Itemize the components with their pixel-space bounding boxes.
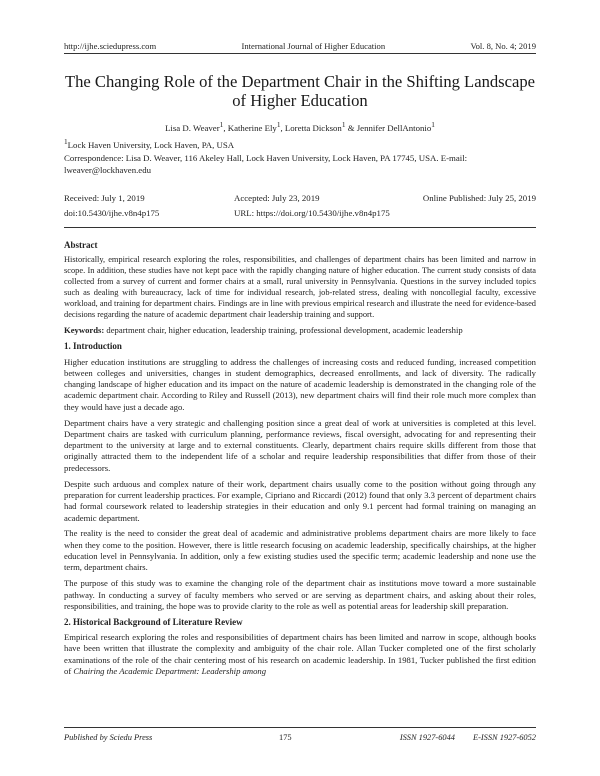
author: Katherine Ely$^1$, — [227, 120, 285, 133]
received-date: Received: July 1, 2019 — [64, 193, 145, 203]
footer-rule — [64, 727, 536, 728]
publication-dates — [64, 193, 536, 223]
affiliation: $^1$Lock Haven University, Lock Haven, PA, USA — [64, 137, 235, 150]
doi[interactable]: doi:10.5430/ijhe.v8n4p175 — [64, 208, 160, 218]
issn: ISSN 1927-6044 — [399, 733, 455, 742]
paragraph: The reality is the need to consider the great deal of academic and administrative problems department chairs are more likely to face when they come to the position. However, there is little research focusing on academic leadership, specifically chairships, at the higher education level in Pennsylvania. In addition, only a few existing studies used the specific term; academic leadership and none use the term, department chairs. — [64, 528, 536, 573]
abstract-text: Historically, empirical research exploring the roles, responsibilities, and challenges of department chairs has been limited and narrow in scope. In addition, these studies have not kept pace with the rapidly changing nature of higher education. The current study consists of data collected from a survey of current and former chairs at a small, rural university in Pennsylvania. Questions in the survey included topics such as dealing with bureaucracy, lack of time for individual research, job-related stress, dealing with noncollegial faculty, excessive workload, and training for department chairs. Findings are in line with previous empirical research and illustrate the need for evidence-based decisions regarding the nature of academic department chair leadership training and support. — [64, 255, 536, 319]
journal-name: International Journal of Higher Education — [241, 41, 386, 51]
author: Loretta Dickson$^1$ & — [284, 120, 357, 133]
paper-body — [64, 240, 536, 682]
abstract-rule — [64, 227, 536, 228]
eissn: E-ISSN 1927-6052 — [472, 733, 536, 742]
paragraph: Empirical research exploring the roles and responsibilities of department chairs has been limited and narrow in scope, although books have been written that illustrate the complexity and ambiguity of the chair role. Allan Tucker completed one of the first scholarly examinations of the role of the chair centering most of his research on academic leadership. In 1981, Tucker published the first edition of Chairing the Academic Department: Leadership among — [64, 632, 536, 676]
section-heading-literature-review: 2. Historical Background of Literature Review — [64, 616, 243, 627]
paragraph: The purpose of this study was to examine the changing role of the department chair as institutions move toward a more sustainable pathway. In conducting a survey of faculty members who served or are serving as department chairs, and asking about their roles, responsibilities, and training, the hope was to provide clarity to the role as well as potential areas for leadership skill preparation. — [64, 578, 536, 611]
paragraph: Despite such arduous and complex nature of their work, department chairs usually come to the position without going through any preparation for current leadership practices. For example, Cipriano and Riccardi (2012) found that only 3.3 percent of department chairs had formal coursework related to leadership strategies in their education and only 9.1 percent had formal training on managing an academic department. — [64, 478, 536, 523]
accepted-date: Accepted: July 23, 2019 — [234, 193, 320, 203]
correspondence: Correspondence: Lisa D. Weaver, 116 Akeley Hall, Lock Haven University, Lock Haven, PA 17745, USA. E-mail: lweaver@lockhaven.edu — [64, 153, 468, 175]
doi-url[interactable]: URL: https://doi.org/10.5430/ijhe.v8n4p175 — [234, 208, 390, 218]
volume-info: Vol. 8, No. 4; 2019 — [470, 41, 536, 51]
paragraph: Higher education institutions are struggling to address the challenges of increasing costs and reduced funding, increased competition between colleges and universities, changes in student demographics, decreased enrollments, and lack of diversity. The radically changing landscape of higher education and its impact on the nature of academic leadership is demonstrated in the changing role of the academic department chair. According to Riley and Russell (2013), new department chairs will find their role much more complex than they would have just a decade ago. — [64, 356, 536, 412]
paragraph: Department chairs have a very strategic and challenging position since a great deal of work at universities is completed at this level. Department chairs are tasked with curriculum planning, performance reviews, fiscal oversight, advocating for and representing their department to the university at large and to external constituents. Clearly, department chairs require skills different from those that originally attracted them to the independent life of a scholar and require leadership responsibilities that differ from those of their predecessors. — [64, 417, 536, 473]
journal-url[interactable]: http://ijhe.sciedupress.com — [64, 41, 157, 51]
book-title: Chairing the Academic Department: Leadership among — [73, 665, 267, 676]
header-rule — [64, 53, 536, 54]
author-list — [64, 120, 536, 133]
keywords: Keywords: department chair, higher education, leadership training, professional development, academic leadership — [64, 325, 463, 336]
section-heading-introduction: 1. Introduction — [64, 341, 122, 352]
author: Lisa D. Weaver$^1$, — [165, 120, 228, 133]
paper-title: The Changing Role of the Department Chair in the Shifting Landscape of Higher Education — [64, 72, 536, 110]
page-number: 175 — [279, 733, 292, 742]
running-header — [64, 41, 536, 51]
publisher: Published by Sciedu Press — [64, 733, 153, 742]
abstract-heading: Abstract — [64, 240, 98, 250]
author: Jennifer DellAntonio$^1$ — [356, 120, 435, 133]
issn-info — [382, 733, 536, 742]
published-date: Online Published: July 25, 2019 — [422, 193, 536, 203]
